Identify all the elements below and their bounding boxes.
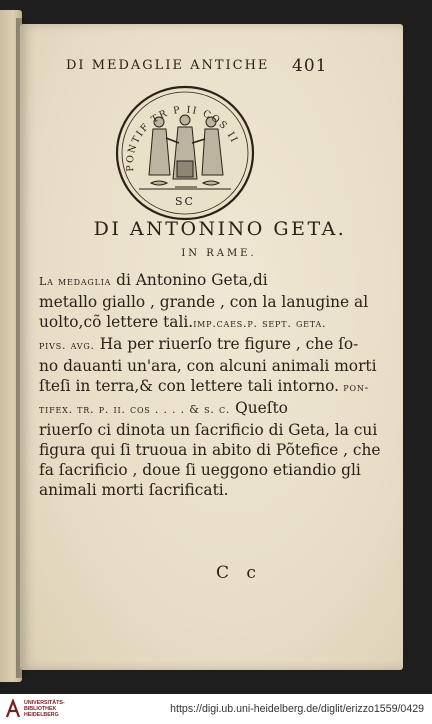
text-line: no dauanti un'ara, con alcuni animali morti (39, 357, 377, 375)
text-line: tifex. tr. p. ii. cos . . . . & s. c. Queſto (39, 399, 288, 417)
page-number: 401 (292, 56, 328, 76)
small-caps: tifex. tr. p. ii. cos . . . . & s. c. (39, 403, 231, 416)
viewer-footer (0, 694, 432, 724)
page-url[interactable]: https://digi.ub.uni-heidelberg.de/diglit/erizzo1559/0429 (170, 703, 424, 715)
text-line: uolto,cõ lettere tali.imp.caes.p. sept. geta. (39, 313, 327, 331)
text-line: figura qui ſi truoua in abito di Põtefice , che (39, 441, 381, 459)
small-caps: imp.caes.p. sept. geta. (193, 317, 327, 330)
library-logo-text: UNIVERSITÄTS- BIBLIOTHEK HEIDELBERG (24, 700, 65, 718)
medal-illustration (113, 83, 257, 223)
text-line: fa ſacrificio , doue ſi ueggono etiandio gli (39, 461, 361, 479)
chapter-heading: DI ANTONINO GETA. (93, 218, 347, 240)
text-line: metallo giallo , grande , con la lanugine al (39, 293, 369, 311)
body-text (39, 270, 381, 500)
catchword: C c (216, 563, 262, 583)
running-head: DI MEDAGLIE ANTICHE (66, 58, 270, 73)
small-caps: pivs. avg. (39, 339, 95, 352)
small-caps: pon- (339, 381, 370, 394)
text-line: La medaglia di Antonino Geta,di (39, 271, 268, 289)
text-line: animali morti ſacrificati. (39, 481, 229, 499)
chapter-subheading: IN RAME. (181, 248, 257, 259)
text-line: ſteſi in terra,& con lettere tali intorno. pon- (39, 377, 370, 395)
medal-legend: PONTIF TR P II COS II (124, 104, 241, 172)
text-line: riuerſo ci dinota un ſacrificio di Geta, la cui (39, 421, 378, 439)
medal-exergue: SC (175, 195, 195, 208)
small-caps: La medaglia (39, 275, 112, 288)
library-logo-icon (5, 699, 21, 719)
text-line: pivs. avg. Ha per riuerſo tre figure , che ſo- (39, 335, 359, 353)
library-logo[interactable] (5, 699, 65, 719)
